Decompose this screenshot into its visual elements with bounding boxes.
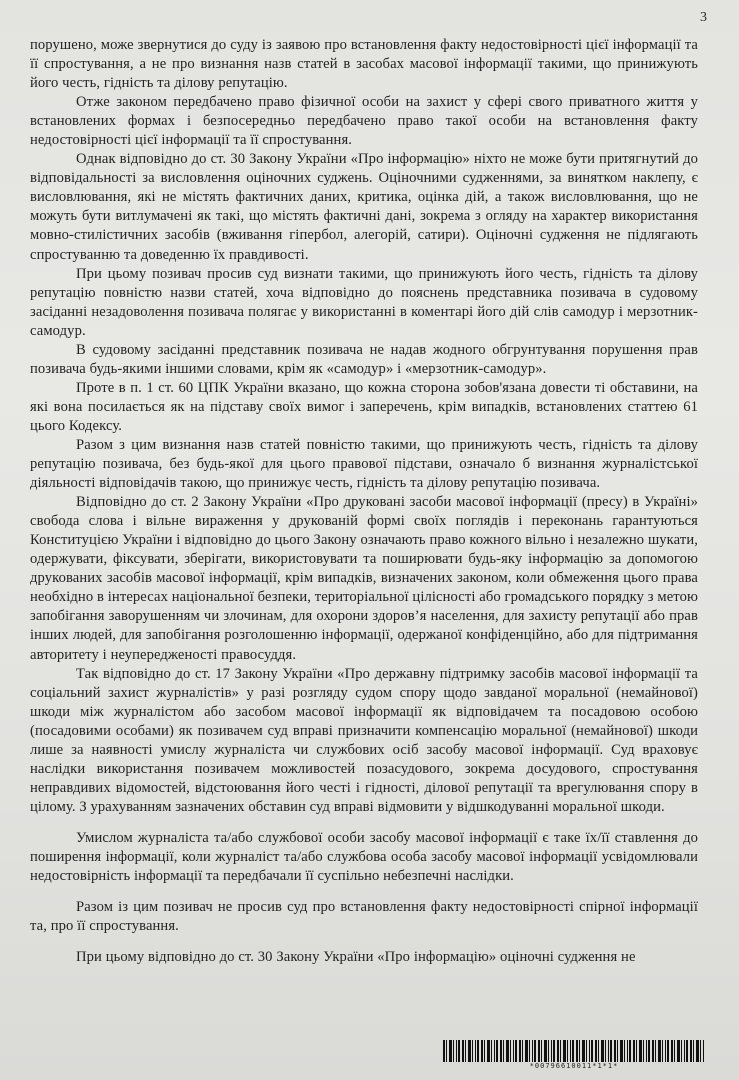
- paragraph: Умислом журналіста та/або службової особи засобу масової інформації є таке їх/її ставлення до поширення інформації, коли журналіст та/або службова особа засобу масової інформації усвідомлювали недостовірність інформації та передбачали її суспільно небезпечні наслідки.: [30, 829, 698, 885]
- barcode-bars: [443, 1040, 705, 1062]
- paragraph: Отже законом передбачено право фізичної особи на захист у сфері свого приватного життя у встановлених формах і безпосередньо передбачено право такої особи на встановлення факту недостовірності цієї інформації та її спростування.: [30, 94, 698, 149]
- paragraph: Проте в п. 1 ст. 60 ЦПК України вказано, що кожна сторона зобов'язана довести ті обставини, на які вона посилається як на підставу своїх вимог і заперечень, крім випадків, встановлених статтею 61 цього Кодексу.: [30, 379, 698, 434]
- paragraph: В судовому засіданні представник позивача не надав жодного обгрунтування порушення прав позивача будь-якими іншими словами, крім як «самодур» і «мерзотник-самодур».: [30, 341, 698, 377]
- barcode: [443, 1040, 705, 1070]
- paragraph: Разом з цим визнання назв статей повністю такими, що принижують честь, гідність та ділову репутацію позивача, без будь-якої для цього правової підстави, означало б визнання журналістської діяльності відповідачів такою, що принижує честь, гідність та ділову репутацію позивача.: [30, 436, 698, 492]
- paragraph: Так відповідно до ст. 17 Закону України «Про державну підтримку засобів масової інформації та соціальний захист журналістів» у разі розгляду судом спору щодо завданої моральної (немайнової) шкоди між журналістом або засобом масової інформації як відповідачем та посадовою особою (посадовими особами) як позивачем суд вправі призначити компенсацію моральної (немайнової) шкоди лише за наявності умислу журналіста чи службових осіб засобу масової інформації. Суд враховує наслідки використання позивачем можливостей позасудового, зокрема досудового, спростування неправдивих відомостей, відстоювання його честі і гідності, ділової репутації та врегулювання спору в цілому. З урахуванням зазначених обставин суд вправі відмовити у відшкодуванні моральної шкоди.: [30, 665, 698, 815]
- paragraph: При цьому позивач просив суд визнати такими, що принижують його честь, гідність та ділову репутацію повністю назви статей, хоча відповідно до пояснень представника позивача в судовому засіданні незадоволення позивача полягає у використанні в коментарі його дій слів самодур і мерзотник-самодур.: [30, 265, 698, 339]
- barcode-text: *00796610011*1*1*: [529, 1062, 619, 1070]
- paragraph: Однак відповідно до ст. 30 Закону України «Про інформацію» ніхто не може бути притягнутий до відповідальності за висловлення оціночних суджень. Оціночними судженнями, за винятком наклепу, є висловлювання, які не містять фактичних даних, критика, оцінка дій, а також висловлювання, що не можуть бути витлумачені як такі, що містять фактичні дані, зокрема з огляду на характер використання мовно-стилістичних засобів (вживання гіпербол, алегорій, сатири). Оціночні судження не підлягають спростуванню та доведенню їх правдивості.: [30, 151, 698, 263]
- paragraph-continued: порушено, може звернутися до суду із заявою про встановлення факту недостовірності цієї інформації та її спростування, а не про визнання назв статей в засобах масової інформації такими, що принижують його честь, гідність та ділову репутацію.: [30, 37, 698, 92]
- page-number: 3: [700, 10, 707, 25]
- paragraph: Відповідно до ст. 2 Закону України «Про друковані засоби масової інформації (пресу) в Україні» свобода слова і вільне вираження у друкованій формі своїх поглядів і переконань гарантуються Конституцією України і відповідно до цього Закону означають право кожного вільно і незалежно шукати, одержувати, фіксувати, зберігати, використовувати та поширювати будь-яку інформацію за допомогою друкованих засобів масової інформації, крім випадків, визначених законом, коли обмеження цього права необхідно в інтересах національної безпеки, територіальної цілісності або громадського порядку з метою запобігання заворушенням чи злочинам, для охорони здоров’я населення, для захисту репутації або прав інших людей, для запобігання розголошенню інформації, одержаної конфіденційно, або для підтримання авторитету і неупередженості правосуддя.: [30, 494, 698, 663]
- paragraph: При цьому відповідно до ст. 30 Закону України «Про інформацію» оціночні судження не: [76, 949, 636, 966]
- document-body: [30, 36, 698, 967]
- paragraph: Разом із цим позивач не просив суд про встановлення факту недостовірності спірної інформації та, про її спростування.: [30, 899, 698, 935]
